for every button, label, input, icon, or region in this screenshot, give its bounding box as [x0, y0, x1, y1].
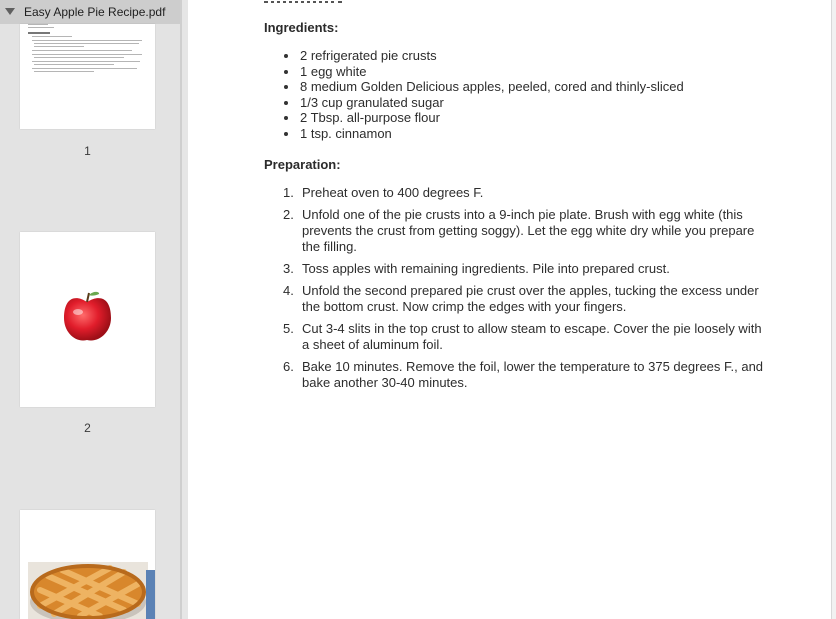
thumbnail-text-line [32, 61, 140, 62]
apple-pie-image [20, 510, 155, 619]
step-number: 5. [283, 321, 294, 336]
step-number: 3. [283, 261, 294, 276]
ingredient-text: 2 refrigerated pie crusts [300, 48, 437, 63]
step-item [264, 321, 764, 353]
thumbnail-text-line [34, 64, 114, 65]
ingredient-item [264, 79, 684, 95]
preparation-heading: Preparation: [264, 157, 341, 172]
ingredient-item [264, 64, 684, 80]
ingredient-text: 8 medium Golden Delicious apples, peeled, cored and thinly-sliced [300, 79, 684, 95]
ingredient-item [264, 126, 684, 142]
cropped-previous-line [264, 0, 344, 3]
thumbnail-sidebar [0, 0, 180, 619]
document-page [188, 0, 836, 619]
thumbnail-text-line [28, 27, 54, 28]
step-item [264, 359, 764, 391]
ingredient-item [264, 48, 684, 64]
step-number: 4. [283, 283, 294, 298]
bullet-icon [284, 116, 288, 120]
ingredients-list [264, 48, 684, 142]
bullet-icon [284, 85, 288, 89]
sidebar-divider[interactable] [180, 0, 182, 619]
step-item [264, 283, 764, 315]
thumbnail-text-line [34, 46, 84, 47]
preparation-steps [264, 185, 764, 397]
ingredient-text: 2 Tbsp. all-purpose flour [300, 110, 440, 126]
step-item [264, 185, 764, 201]
ingredient-text: 1/3 cup granulated sugar [300, 94, 444, 110]
thumbnail-text-line [32, 68, 137, 69]
thumbnail-text-line [28, 24, 48, 25]
ingredients-heading: Ingredients: [264, 20, 339, 35]
thumbnail-text-line [32, 36, 72, 37]
thumbnail-text-line [32, 40, 142, 41]
step-number: 6. [283, 359, 294, 374]
step-number: 2. [283, 207, 294, 222]
thumbnail-text-line [34, 43, 139, 44]
step-text: Unfold one of the pie crusts into a 9-inch pie plate. Brush with egg white (this prevents the crust from getting soggy). Let the egg white dry while you prepare the filling. [302, 207, 755, 254]
step-text: Cut 3-4 slits in the top crust to allow steam to escape. Cover the pie loosely with a sheet of aluminum foil. [302, 321, 762, 352]
step-number: 1. [283, 185, 294, 200]
bullet-icon [284, 54, 288, 58]
thumbnail-text-line [34, 57, 124, 58]
thumbnail-text-line [32, 54, 142, 55]
thumbnail-text-line [28, 32, 50, 34]
bullet-icon [284, 132, 288, 136]
step-text: Toss apples with remaining ingredients. Pile into prepared crust. [302, 261, 670, 276]
step-text: Bake 10 minutes. Remove the foil, lower the temperature to 375 degrees F., and bake another 30-40 minutes. [302, 359, 764, 390]
step-text: Unfold the second prepared pie crust over the apples, tucking the excess under the bottom crust. Now crimp the edges with your fingers. [302, 283, 759, 314]
ingredient-text: 1 tsp. cinnamon [300, 125, 392, 141]
thumbnail-text-line [34, 71, 94, 72]
page-number-label-2: 2 [84, 421, 91, 435]
bullet-icon [284, 101, 288, 105]
file-name: Easy Apple Pie Recipe.pdf [24, 5, 166, 19]
step-item [264, 207, 764, 255]
page-thumbnail-1[interactable] [20, 24, 155, 129]
page-thumbnail-3[interactable] [20, 510, 155, 619]
step-text: Preheat oven to 400 degrees F. [302, 185, 484, 200]
ingredient-text: 1 egg white [300, 63, 367, 79]
thumbnail-text-line [32, 50, 132, 51]
disclosure-triangle-icon[interactable] [5, 8, 15, 15]
page-thumbnail-2[interactable] [20, 232, 155, 407]
page-number-label-1: 1 [84, 144, 91, 158]
apple-image [20, 232, 155, 407]
ingredient-item [264, 110, 684, 126]
window-edge [831, 0, 836, 619]
ingredient-item [264, 95, 684, 111]
step-item [264, 261, 764, 277]
bullet-icon [284, 70, 288, 74]
file-header[interactable] [0, 0, 180, 24]
